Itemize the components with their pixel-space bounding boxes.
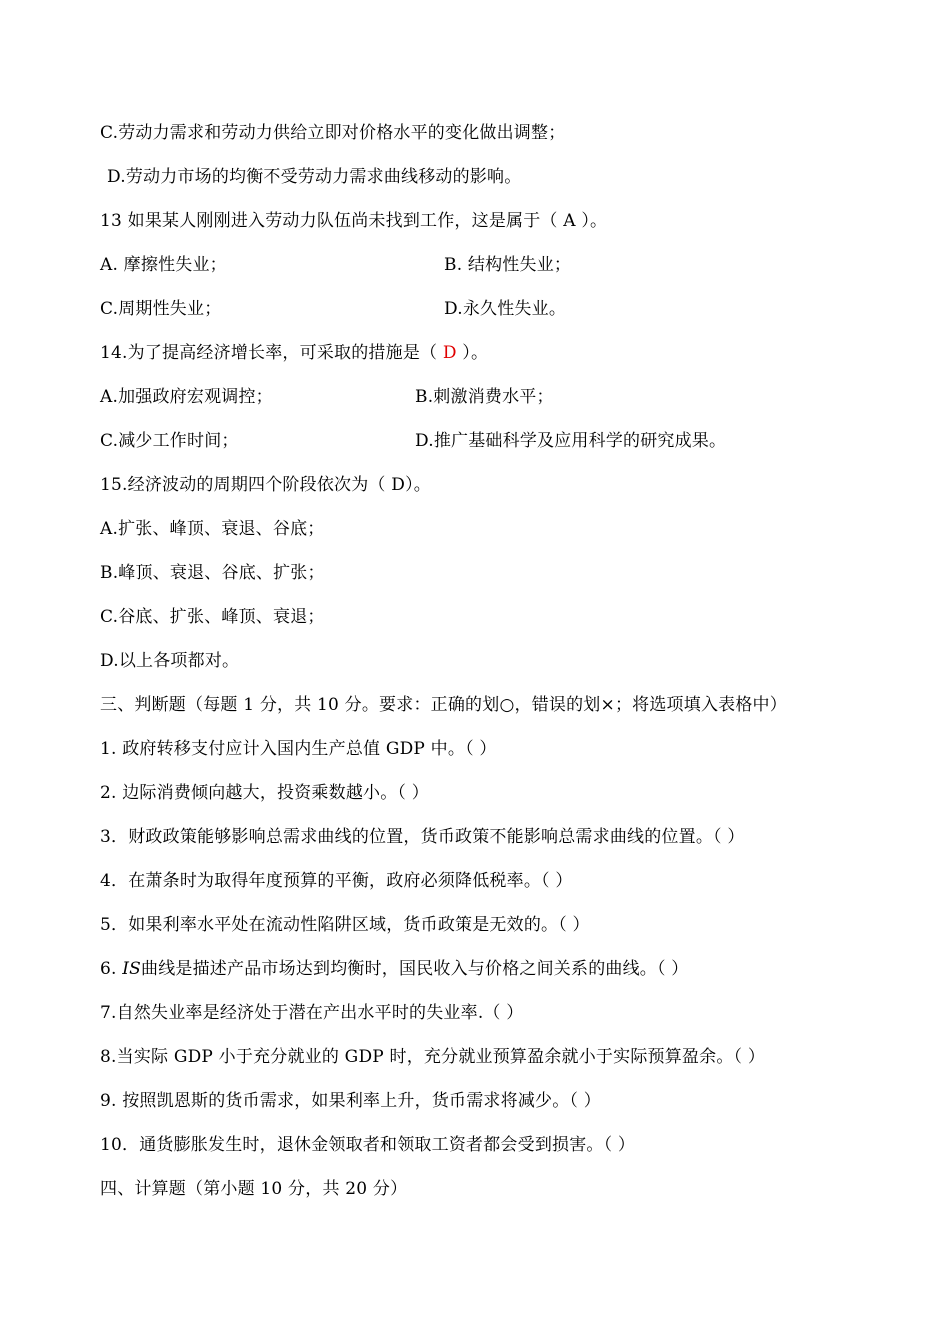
- question-text: 15.经济波动的周期四个阶段依次为（ D）。: [100, 475, 431, 495]
- section-title: 四、计算题（第小题 10 分，共 20 分）: [100, 1179, 408, 1199]
- tf-text: 2. 边际消费倾向越大，投资乘数越小。（ ）: [100, 783, 429, 803]
- tf-text: 5．如果利率水平处在流动性陷阱区域，货币政策是无效的。（ ）: [100, 915, 590, 935]
- option-b: B.刺激消费水平；: [415, 387, 554, 407]
- option-a: A.扩张、峰顶、衰退、谷底；: [100, 519, 325, 539]
- tf-text: 9. 按照凯恩斯的货币需求，如果利率上升，货币需求将减少。（ ）: [100, 1091, 601, 1111]
- section-title: 三、判断题（每题 1 分，共 10 分。要求：正确的划○，错误的划×；将选项填入表格中）: [100, 695, 787, 715]
- question-text: 13 如果某人刚刚进入劳动力队伍尚未找到工作，这是属于（ A ）。: [100, 211, 608, 231]
- option-d: D.推广基础科学及应用科学的研究成果。: [415, 431, 727, 451]
- answer-red: D: [442, 343, 457, 363]
- tf-text: 4．在萧条时为取得年度预算的平衡，政府必须降低税率。（ ）: [100, 871, 573, 891]
- tf-text-part: 6.: [100, 959, 123, 979]
- question-14: [100, 342, 488, 364]
- option-d: D.永久性失业。: [444, 299, 567, 319]
- option-c: C.周期性失业；: [100, 299, 222, 319]
- option-c: C.减少工作时间；: [100, 431, 239, 451]
- option-b: B.峰顶、衰退、谷底、扩张；: [100, 563, 325, 583]
- tf-text: [100, 959, 689, 979]
- option-c: C.谷底、扩张、峰顶、衰退；: [100, 607, 325, 627]
- option-a: A. 摩擦性失业；: [100, 255, 227, 275]
- tf-text: 8.当实际 GDP 小于充分就业的 GDP 时，充分就业预算盈余就小于实际预算盈余。（ ）: [100, 1047, 766, 1067]
- option-a: A.加强政府宏观调控；: [100, 387, 273, 407]
- tf-text-part: 曲线是描述产品市场达到均衡时，国民收入与价格之间关系的曲线。（ ）: [141, 959, 689, 979]
- is-curve-symbol: IS: [122, 959, 141, 979]
- question-text-part: ）。: [456, 343, 489, 363]
- question-text-part: 14.为了提高经济增长率，可采取的措施是（: [100, 343, 443, 363]
- tf-text: 10．通货膨胀发生时，退休金领取者和领取工资者都会受到损害。（ ）: [100, 1135, 636, 1155]
- option-d: D.以上各项都对。: [100, 651, 240, 671]
- tf-text: 1. 政府转移支付应计入国内生产总值 GDP 中。（ ）: [100, 739, 497, 759]
- question-text: [100, 343, 488, 363]
- tf-text: 7.自然失业率是经济处于潜在产出水平时的失业率.（ ）: [100, 1003, 524, 1023]
- tf-text: 3．财政政策能够影响总需求曲线的位置，货币政策不能影响总需求曲线的位置。（ ）: [100, 827, 745, 847]
- tf-item-6: [100, 958, 689, 980]
- line-text: D.劳动力市场的均衡不受劳动力需求曲线移动的影响。: [107, 167, 522, 187]
- option-b: B. 结构性失业；: [444, 255, 572, 275]
- line-text: C.劳动力需求和劳动力供给立即对价格水平的变化做出调整；: [100, 123, 566, 143]
